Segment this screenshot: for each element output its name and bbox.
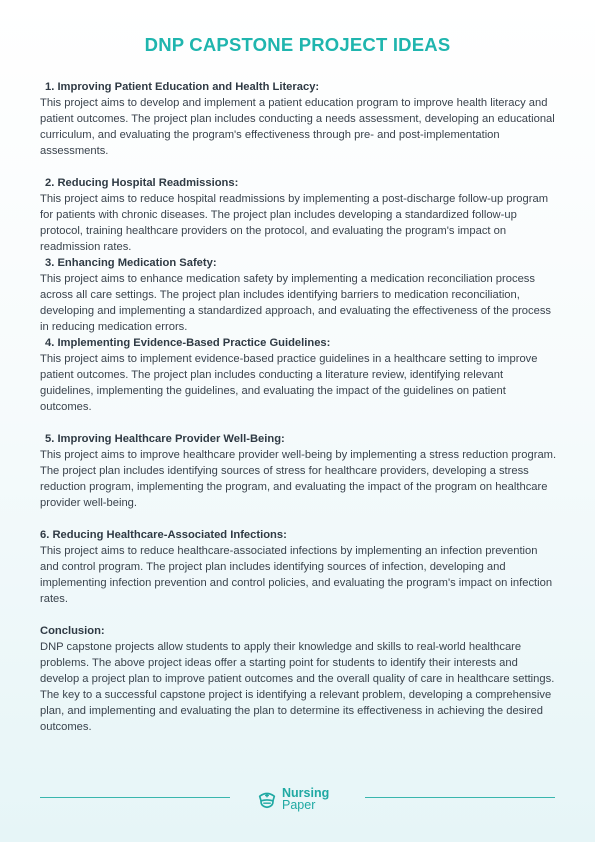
- section-provider-wellbeing: [40, 431, 558, 511]
- logo-word-nursing: Nursing: [282, 786, 330, 800]
- section-conclusion: [40, 623, 558, 735]
- nurse-cap-icon: [256, 788, 278, 810]
- section-heading: 6. Reducing Healthcare-Associated Infections:: [40, 529, 287, 541]
- footer-divider-left: [40, 797, 230, 798]
- section-heading: 2. Reducing Hospital Readmissions:: [45, 177, 239, 189]
- page-title: DNP CAPSTONE PROJECT IDEAS: [144, 34, 451, 55]
- section-readmissions: [40, 175, 558, 255]
- section-body: This project aims to improve healthcare provider well-being by implementing a stress reduction program. The project plan includes identifying sources of stress for healthcare providers, developing a stress reduction program, implementing the program, and evaluating the impact of the program on healthcare provider well-being.: [40, 449, 557, 509]
- section-patient-education: [40, 79, 558, 159]
- section-body: This project aims to enhance medication safety by implementing a medication reconciliation process across all care settings. The project plan includes identifying barriers to medication reconciliation, developing and implementing a standardized approach, and evaluating the effectiveness of the process in reducing medication errors.: [40, 273, 552, 333]
- footer-divider-right: [365, 797, 555, 798]
- nursing-paper-logo: [256, 784, 351, 814]
- document-body: [40, 79, 558, 735]
- section-body: This project aims to reduce healthcare-associated infections by implementing an infection prevention and control program. The project plan includes identifying sources of infection, developing and implementing infection prevention and control policies, and evaluating the program's impact on infection rates.: [40, 545, 553, 605]
- section-heading: 4. Implementing Evidence-Based Practice Guidelines:: [45, 337, 331, 349]
- section-heading: 5. Improving Healthcare Provider Well-Being:: [45, 433, 285, 445]
- section-body: This project aims to reduce hospital readmissions by implementing a post-discharge follow-up program for patients with chronic diseases. The project plan includes developing a standardized follow-up protocol, training healthcare providers on the protocol, and evaluating the program's impact on readmission rates.: [40, 193, 549, 253]
- section-body: This project aims to implement evidence-based practice guidelines in a healthcare setting to improve patient outcomes. The project plan includes conducting a literature review, identifying relevant guidelines, implementing the guidelines, and evaluating the impact of the guidelines on patient outcomes.: [40, 353, 538, 413]
- section-infections: [40, 527, 558, 607]
- section-body: DNP capstone projects allow students to apply their knowledge and skills to real-world healthcare problems. The above project ideas offer a starting point for students to identify their interests and develop a project plan to improve patient outcomes and the overall quality of care in healthcare settings. The key to a successful capstone project is identifying a relevant problem, developing a comprehensive plan, and implementing and evaluating the plan to determine its effectiveness in achieving the desired outcomes.: [40, 641, 555, 733]
- section-medication-safety: [40, 255, 558, 335]
- logo-word-paper: Paper: [282, 798, 316, 812]
- section-heading: Conclusion:: [40, 625, 105, 637]
- logo-wordmark: [282, 787, 329, 811]
- footer: [0, 782, 595, 816]
- section-heading: 3. Enhancing Medication Safety:: [45, 257, 217, 269]
- section-evidence-based: [40, 335, 558, 415]
- section-heading: 1. Improving Patient Education and Health Literacy:: [45, 81, 320, 93]
- section-body: This project aims to develop and implement a patient education program to improve health literacy and patient outcomes. The project plan includes conducting a needs assessment, developing an educational curriculum, and evaluating the program's effectiveness through pre- and post-implementation assessments.: [40, 97, 555, 157]
